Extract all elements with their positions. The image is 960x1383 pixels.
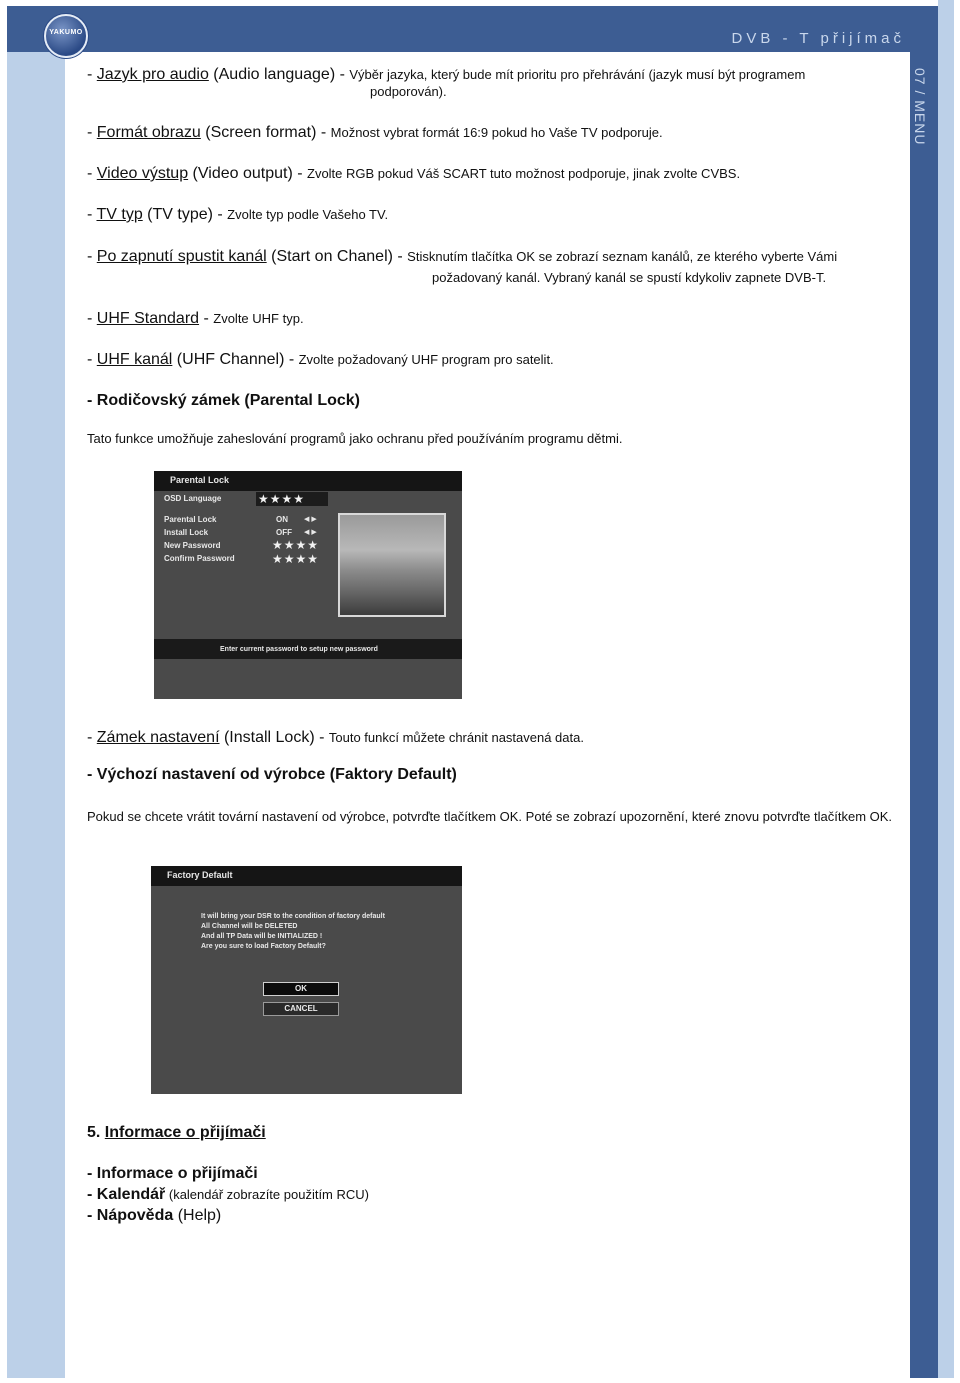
screen-title: Parental Lock <box>170 475 230 485</box>
right-edge-band <box>938 0 954 1378</box>
parental-lock-screenshot <box>154 471 462 699</box>
cancel-button[interactable]: CANCEL <box>263 1002 339 1016</box>
option-english: (UHF Channel) - <box>172 351 299 368</box>
left-right-arrows-icon: ◀ ▶ <box>304 529 317 536</box>
option-english: (Audio language) - <box>208 66 350 83</box>
option-label: TV typ <box>96 206 143 223</box>
option-prefix: - <box>87 729 97 746</box>
option-label: Formát obrazu <box>96 124 201 141</box>
info-item-title: - Kalendář <box>87 1186 166 1203</box>
factory-default-screenshot <box>151 866 462 1094</box>
option-english: (Video output) - <box>188 165 307 182</box>
option-text: Možnost vybrat formát 16:9 pokud ho Vaše TV podporuje. <box>330 125 663 140</box>
option-english: (Install Lock) - <box>219 729 329 746</box>
option-text: Výběr jazyka, který bude mít prioritu pro přehrávání (jazyk musí být programem <box>349 67 806 82</box>
option-label: Jazyk pro audio <box>96 66 209 83</box>
warning-line: It will bring your DSR to the condition of factory default <box>201 913 385 920</box>
ok-button[interactable]: OK <box>263 982 339 996</box>
section-number: 5. <box>87 1124 105 1141</box>
info-item-title: - Nápověda <box>87 1207 174 1224</box>
option-text: Zvolte UHF typ. <box>213 311 304 326</box>
warning-line: All Channel will be DELETED <box>201 923 298 930</box>
screen-title: Factory Default <box>167 870 233 880</box>
left-right-arrows-icon: ◀ ▶ <box>304 516 317 523</box>
menu-row-value: OFF <box>276 528 292 537</box>
screen-hint-text: Enter current password to setup new password <box>220 646 378 653</box>
info-item <box>87 1165 258 1183</box>
section-side-label <box>912 68 936 188</box>
option-text: Touto funkcí můžete chránit nastavená data. <box>328 730 584 745</box>
option-start-channel <box>87 248 837 266</box>
section-5-heading <box>87 1124 266 1142</box>
option-install-lock <box>87 729 584 747</box>
right-margin-band <box>910 52 938 1378</box>
section-title: Informace o přijímači <box>104 1124 266 1141</box>
option-text: Stisknutím tlačítka OK se zobrazí seznam kanálů, ze kterého vyberte Vámi <box>407 249 838 264</box>
option-continuation: podporován). <box>370 84 447 99</box>
parental-lock-heading: - Rodičovský zámek (Parental Lock) <box>87 392 360 409</box>
info-item-title: - Informace o přijímači <box>87 1165 258 1182</box>
option-label: Video výstup <box>96 165 189 182</box>
option-text: Zvolte požadovaný UHF program pro satelit. <box>298 352 554 367</box>
option-tv-type <box>87 206 388 224</box>
option-prefix: - <box>87 351 97 368</box>
option-label: Po zapnutí spustit kanál <box>96 248 267 265</box>
menu-row-label: Install Lock <box>164 528 209 537</box>
info-item <box>87 1207 221 1225</box>
option-label: Zámek nastavení <box>96 729 220 746</box>
info-item-note: (Help) <box>173 1207 222 1224</box>
option-prefix: - <box>87 206 97 223</box>
option-prefix: - <box>87 124 97 141</box>
option-continuation: požadovaný kanál. Vybraný kanál se spustí kdykoliv zapnete DVB-T. <box>432 270 827 285</box>
option-prefix: - <box>87 248 97 265</box>
option-label: UHF kanál <box>96 351 173 368</box>
menu-row-value: ★★★★ <box>272 552 320 566</box>
info-item-note: (kalendář zobrazíte použitím RCU) <box>165 1187 369 1202</box>
option-english: (Start on Chanel) - <box>266 248 408 265</box>
option-english: (TV type) - <box>142 206 228 223</box>
factory-default-heading: - Výchozí nastavení od výrobce (Faktory Default) <box>87 766 457 783</box>
option-uhf-standard <box>87 310 304 328</box>
warning-line: Are you sure to load Factory Default? <box>201 943 326 950</box>
menu-row-label: Parental Lock <box>164 515 217 524</box>
menu-row-label: Confirm Password <box>164 554 235 563</box>
option-text: Zvolte typ podle Vašeho TV. <box>227 207 389 222</box>
option-label: UHF Standard <box>96 310 200 327</box>
option-text: Zvolte RGB pokud Váš SCART tuto možnost podporuje, jinak zvolte CVBS. <box>307 166 741 181</box>
option-prefix: - <box>87 310 97 327</box>
tv-preview-image <box>338 513 446 617</box>
option-english: - <box>199 310 214 327</box>
option-video-output <box>87 165 740 183</box>
option-english: (Screen format) - <box>200 124 331 141</box>
osd-language-label: OSD Language <box>164 494 222 503</box>
option-prefix: - <box>87 165 97 182</box>
parental-lock-description: Tato funkce umožňuje zaheslování programů jako ochranu před používáním programu dětmi. <box>87 431 623 446</box>
section-side-label-text: 07 / MENU <box>912 68 928 146</box>
factory-default-description: Pokud se chcete vrátit tovární nastavení od výrobce, potvrďte tlačítkem OK. Poté se zobrazí upozornění, které znovu potvrďte tlačítkem OK. <box>87 809 893 824</box>
menu-row-value: ON <box>276 515 288 524</box>
left-margin-band <box>7 52 65 1378</box>
option-uhf-channel <box>87 351 554 369</box>
option-screen-format <box>87 124 663 142</box>
menu-row-label: New Password <box>164 541 221 550</box>
option-prefix: - <box>87 66 97 83</box>
brand-logo-text: YAKUMO <box>49 29 83 36</box>
brand-logo <box>44 14 88 58</box>
warning-line: And all TP Data will be INITIALIZED ! <box>201 933 323 940</box>
menu-row-value: ★★★★ <box>272 538 320 552</box>
option-audio-language <box>87 66 805 84</box>
header-title: DVB - T přijímač <box>731 30 905 47</box>
osd-language-value: ★★★★ <box>258 492 306 506</box>
info-item <box>87 1186 369 1204</box>
